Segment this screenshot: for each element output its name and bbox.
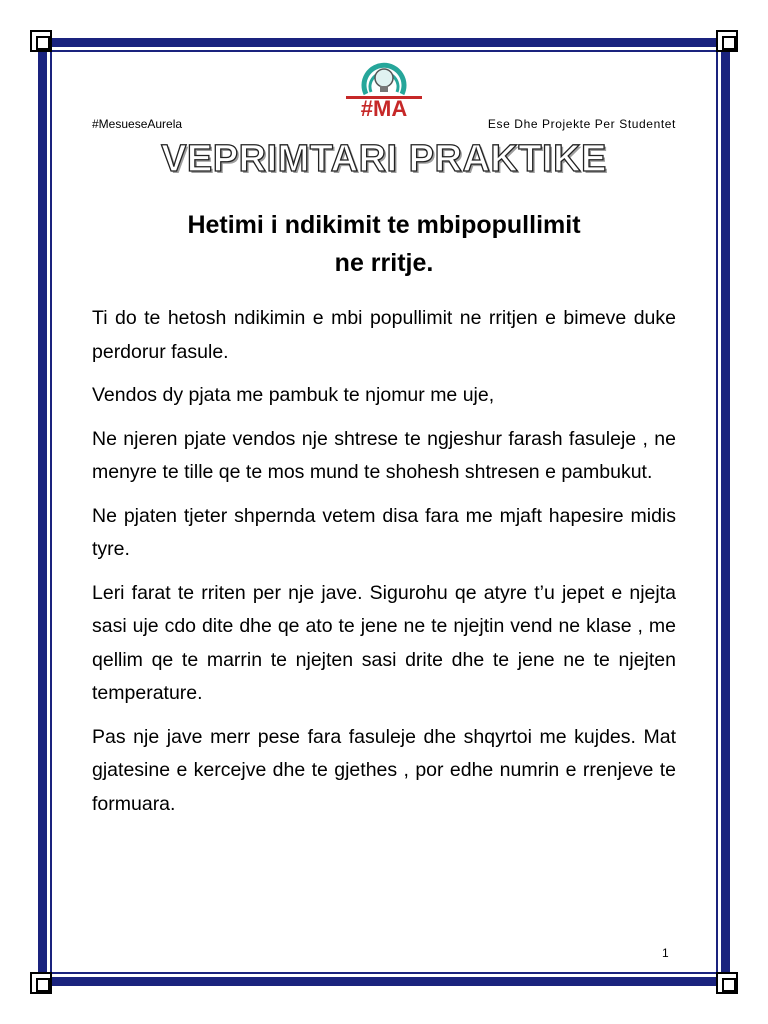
paragraph: Ti do te hetosh ndikimin e mbi popullimit ne rritjen e bimeve duke perdorur fasule. [92,307,676,363]
subtitle [92,206,676,282]
paragraph: Ne pjaten tjeter shpernda vetem disa fara me mjaft hapesire midis tyre. [92,504,676,560]
body-text [92,302,676,831]
paragraph: Ne njeren pjate vendos nje shtrese te ngjeshur farash fasuleje , ne menyre te tille qe te mos mund te shohesh shtresen e pambukut. [92,427,676,483]
lightbulb-logo-icon [338,54,430,122]
site-tagline: Ese Dhe Projekte Per Studentet [487,117,676,131]
corner-ornament-bottom-left [30,972,52,994]
subtitle-line-2: ne rritje. [334,249,434,277]
page-number: 1 [662,946,669,960]
paragraph: Leri farat te rriten per nje jave. Sigurohu qe atyre t’u jepet e njejta sasi uje cdo dite dhe qe ato te jene ne te njejtin vend ne klase , me qellim qe te marrin te njejten sasi drite dhe te jene ne te njejten temperature. [92,581,676,704]
subtitle-line-1: Hetimi i ndikimit te mbipopullimit [187,211,581,239]
corner-ornament-top-right [716,30,738,52]
paragraph: Vendos dy pjata me pambuk te njomur me uje, [92,384,495,406]
page-title: VEPRIMTARI PRAKTIKE [161,138,607,180]
corner-ornament-top-left [30,30,52,52]
author-tag: #MesueseAurela [92,117,183,131]
header-row [92,117,676,131]
paragraph: Pas nje jave merr pese fara fasuleje dhe shqyrtoi me kujdes. Mat gjatesine e kercejve dhe te gjethes , por edhe numrin e rrenjeve te formuara. [92,725,676,815]
logo-text: #MA [360,96,408,121]
corner-ornament-bottom-right [716,972,738,994]
